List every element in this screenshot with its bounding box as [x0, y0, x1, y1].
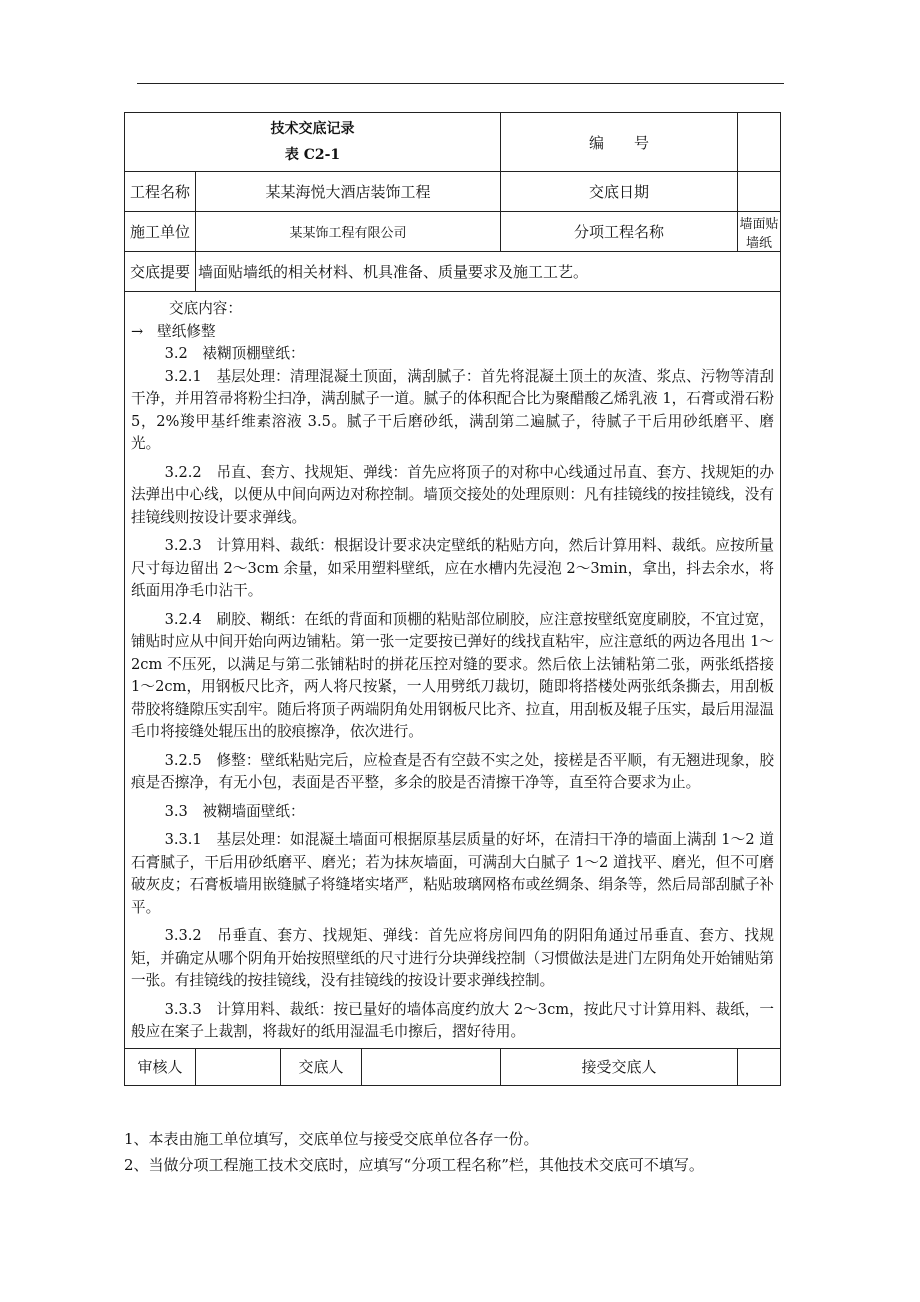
reviewer-value[interactable]: [196, 1048, 281, 1085]
paragraph: 3.3.1 基层处理：如混凝土墙面可根据原基层质量的好坏，在清扫干净的墙面上满刮 1～2 道石膏腻子，干后用砂纸磨平、磨光；若为抹灰墙面，可满刮大白腻子 1～2 道找平、磨光，但不可磨破灰皮；石膏板墙用嵌缝腻子将缝堵实堵严，粘贴玻璃网格布或丝绸条、绢条等，然后局部刮腻子补平。: [131, 831, 775, 916]
top-rule: [137, 83, 784, 84]
sub-project-value[interactable]: 墙面贴墙纸: [738, 212, 781, 252]
disclosure-form: [124, 112, 781, 1086]
receiver-label: 接受交底人: [501, 1048, 738, 1085]
section-title: 壁纸修整: [157, 322, 216, 340]
discloser-label: 交底人: [281, 1048, 362, 1085]
note-item: 2、当做分项工程施工技术交底时，应填写“分项工程名称”栏，其他技术交底可不填写。: [124, 1156, 704, 1174]
project-name-label: 工程名称: [125, 172, 196, 212]
paragraph: 3.3.2 吊垂直、套方、找规矩、弹线：首先应将房间四角的阴阳角通过吊垂直、套方、找规矩，并确定从哪个阴角开始按照壁纸的尺寸进行分块弹线控制（习惯做法是进门左阴角处开始铺贴第一张。有挂镜线的按挂镜线，没有挂镜线的按设计要求弹线控制。: [131, 927, 775, 989]
paragraph: 3.2.5 修整：壁纸粘贴完后，应检查是否有空鼓不实之处，接槎是否平顺，有无翘进现象，胶痕是否擦净，有无小包，表面是否平整，多余的胶是否清擦干净等，直至符合要求为止。: [131, 751, 775, 791]
contractor-value[interactable]: 某某饰工程有限公司: [196, 212, 501, 252]
date-value[interactable]: [738, 172, 781, 212]
discloser-value[interactable]: [362, 1048, 501, 1085]
section-line: [131, 321, 774, 344]
title-cell: [125, 113, 501, 172]
paragraph: 3.2.4 刷胶、糊纸：在纸的背面和顶棚的粘贴部位刷胶，应注意按壁纸宽度刷胶，不宜过宽，铺贴时应从中间开始向两边铺粘。第一张一定要按已弹好的线找直粘牢，应注意纸的两边各甩出 1～2cm 不压死，以满足与第二张铺粘时的拼花压控对缝的要求。然后依上法铺粘第二张，两张纸搭接 1～2cm，用钢板尺比齐，两人将尺按紧，一人用劈纸刀裁切，随即将搭楼处两张纸条撕去，用刮板带胶将缝隙压实刮牢。随后将顶子两端阴角处用钢板尺比齐、拉直，用刮板及辊子压实，最后用湿温毛巾将接缝处辊压出的胶痕擦净，依次进行。: [131, 610, 775, 740]
sub-project-label: 分项工程名称: [501, 212, 738, 252]
reviewer-label: 审核人: [125, 1048, 196, 1085]
summary-value[interactable]: 墙面贴墙纸的相关材料、机具准备、质量要求及施工工艺。: [196, 252, 781, 292]
paragraph: 3.2.3 计算用料、裁纸：根据设计要求决定壁纸的粘贴方向，然后计算用料、裁纸。应按所量尺寸每边留出 2～3cm 余量，如采用塑料壁纸，应在水槽内先浸泡 2～3min，拿出，抖去余水，将纸面用净毛巾沾干。: [131, 537, 775, 599]
summary-label: 交底提要: [125, 252, 196, 292]
form-title: 技术交底记录: [270, 121, 355, 137]
content-heading: 交底内容：: [169, 300, 242, 317]
content-cell: [125, 292, 781, 1049]
arrow-icon: →: [131, 322, 144, 340]
paragraph: 3.2 裱糊顶棚壁纸：: [164, 345, 305, 362]
form-number: 表 C2-1: [284, 147, 341, 163]
notes: [124, 1126, 804, 1178]
number-label: 编 号: [501, 113, 738, 172]
receiver-value[interactable]: [738, 1048, 781, 1085]
paragraph: 3.2.1 基层处理：清理混凝土顶面，满刮腻子：首先将混凝土顶土的灰渣、浆点、污物等清刮干净，并用笤帚将粉尘扫净，满刮腻子一道。腻子的体积配合比为聚醋酸乙烯乳液 1，石膏或滑石粉 5，2%羧甲基纤维素溶液 3.5。腻子干后磨砂纸，满刮第二遍腻子，待腻子干后用砂纸磨平、磨光。: [131, 367, 775, 452]
project-name-value[interactable]: 某某海悦大酒店装饰工程: [196, 172, 501, 212]
paragraph: 3.3.3 计算用料、裁纸：按已量好的墙体高度约放大 2～3cm，按此尺寸计算用料、裁纸，一般应在案子上裁割，将裁好的纸用湿温毛巾擦后，摺好待用。: [131, 1000, 775, 1040]
number-value[interactable]: [738, 113, 781, 172]
paragraph: 3.2.2 吊直、套方、找规矩、弹线：首先应将顶子的对称中心线通过吊直、套方、找规矩的办法弹出中心线，以便从中间向两边对称控制。墙顶交接处的处理原则：凡有挂镜线的按挂镜线，没有挂镜线则按设计要求弹线。: [131, 463, 775, 526]
date-label: 交底日期: [501, 172, 738, 212]
note-item: 1、本表由施工单位填写，交底单位与接受交底单位各存一份。: [124, 1130, 539, 1148]
paragraph: 3.3 被糊墙面壁纸：: [164, 802, 305, 820]
contractor-label: 施工单位: [125, 212, 196, 252]
